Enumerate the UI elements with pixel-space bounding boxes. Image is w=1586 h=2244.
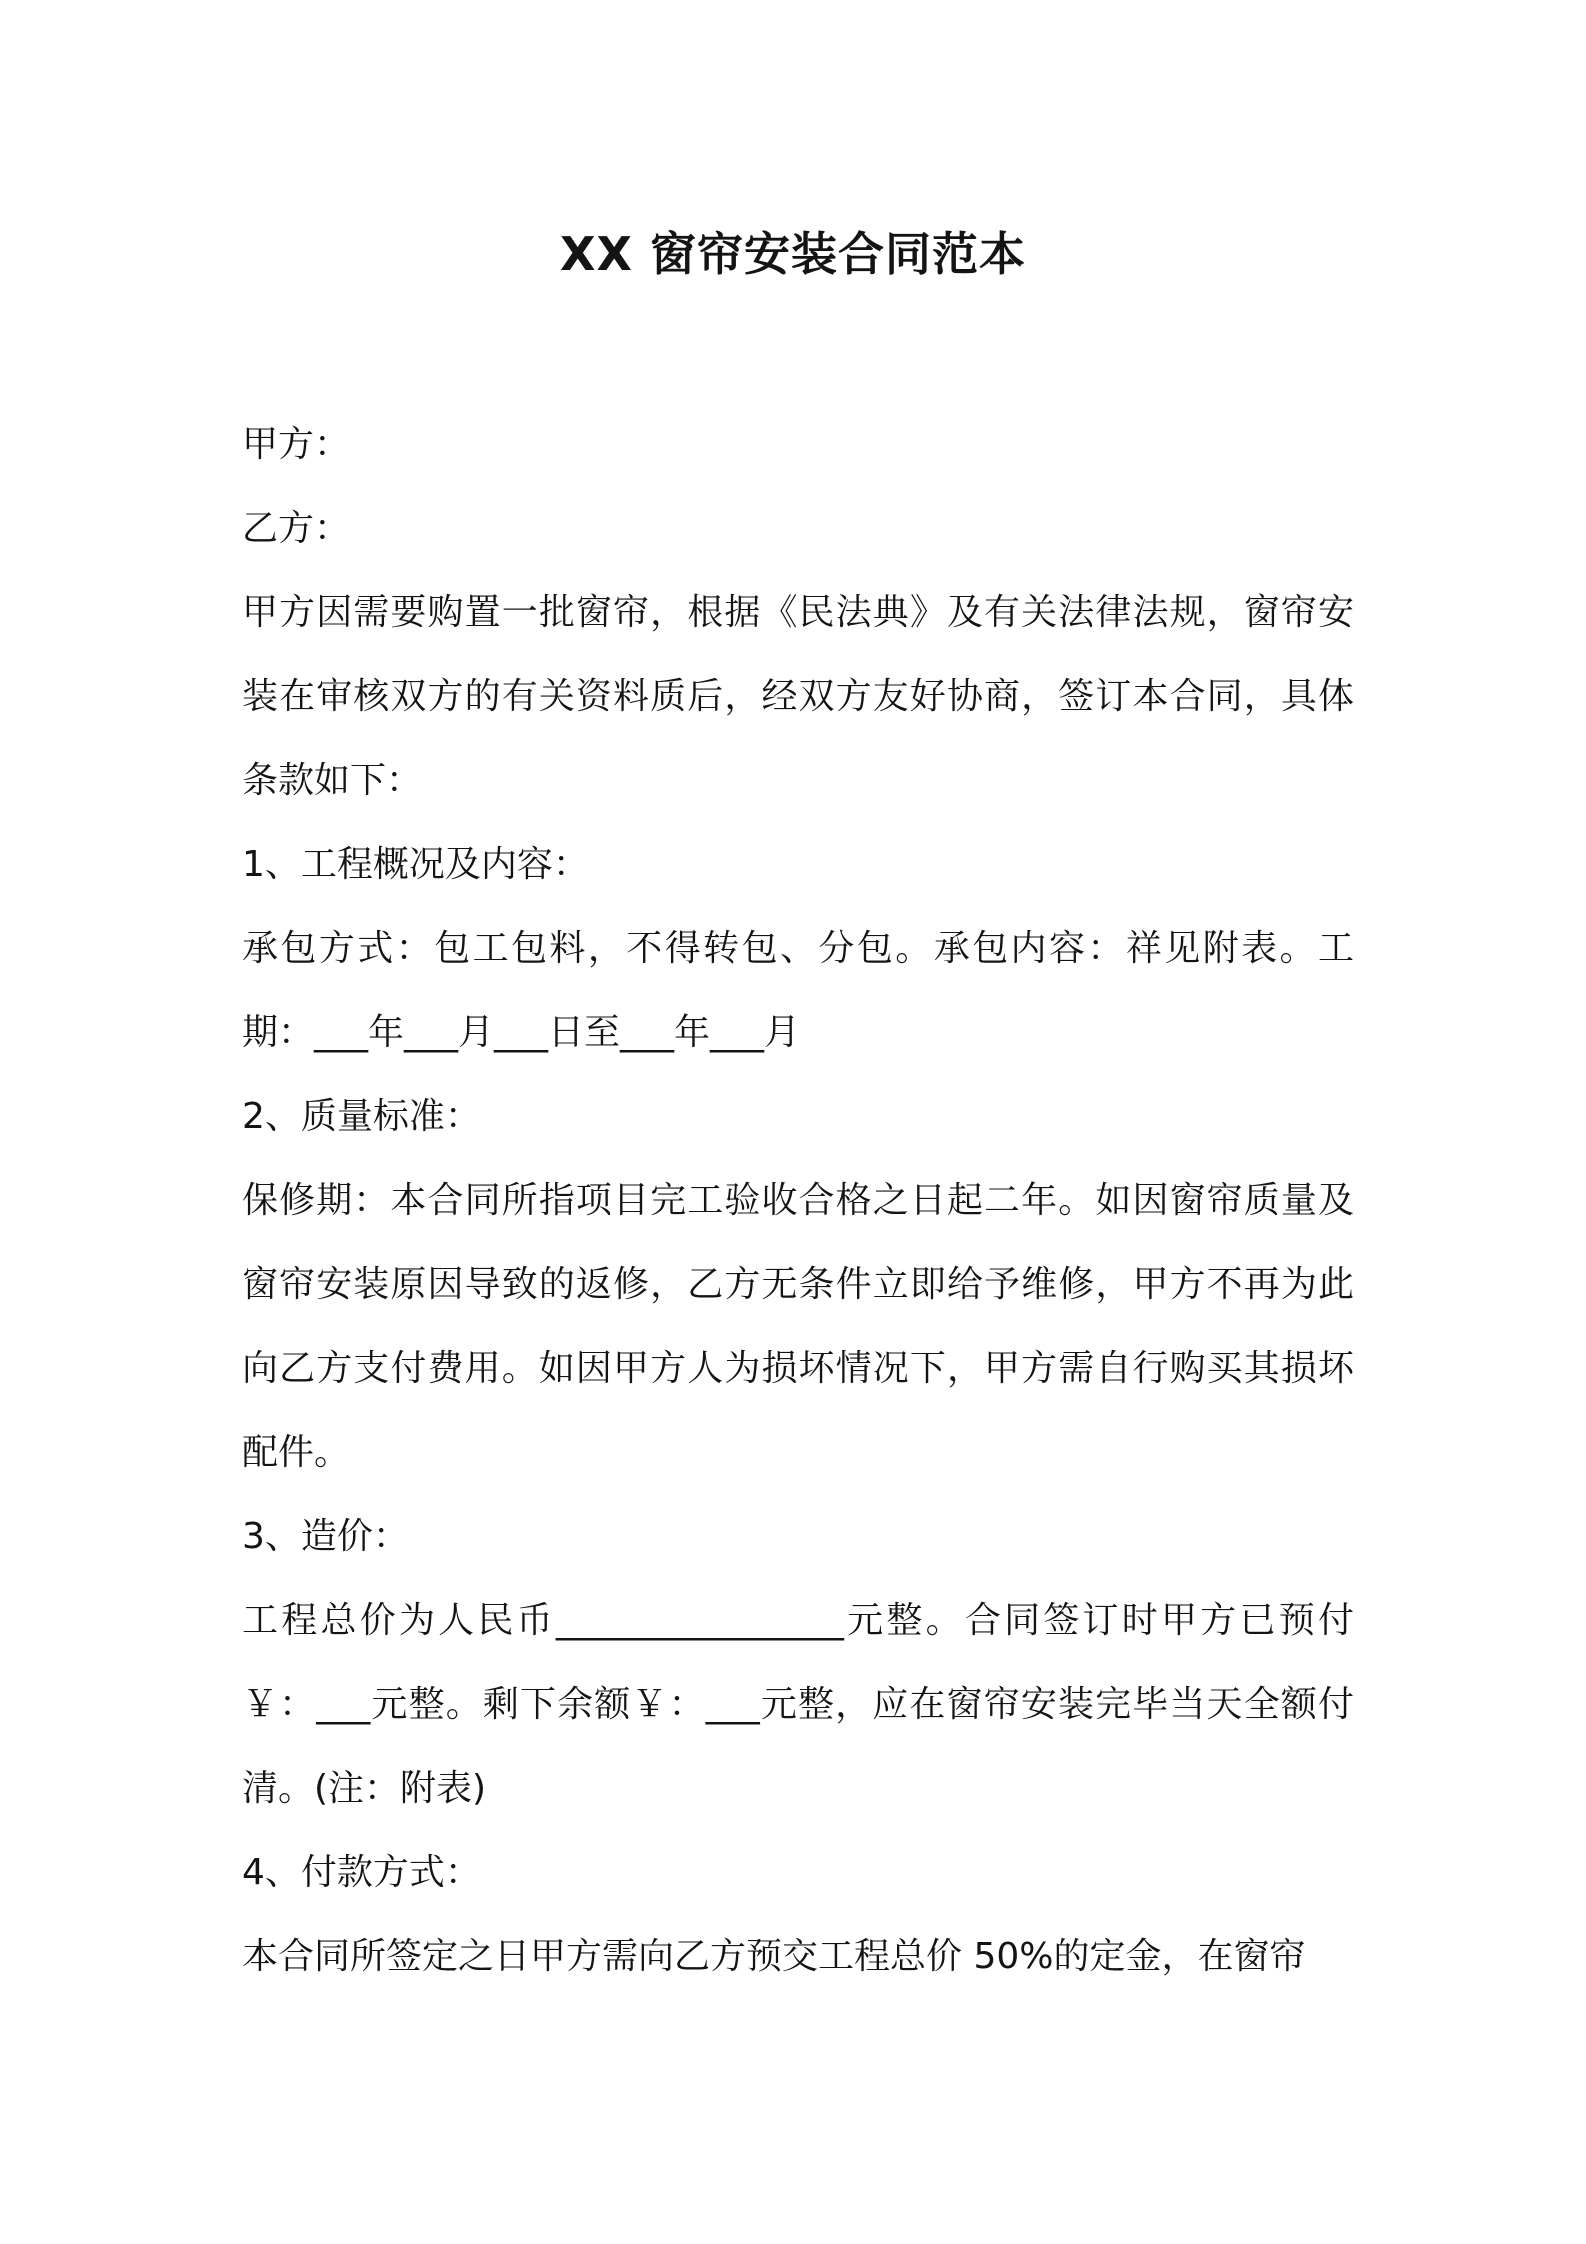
section-1-body: 承包方式：包工包料，不得转包、分包。承包内容：祥见附表。工期：___年___月___日至___年___月: [242, 928, 1354, 1053]
section-4-heading: 4、付款方式：: [242, 1852, 481, 1893]
document-title: XX 窗帘安装合同范本: [560, 227, 1026, 281]
section-3-body: 工程总价为人民币________________元整。合同签订时甲方已预付￥：___元整。剩下余额￥：___元整，应在窗帘安装完毕当天全额付清。(注：附表): [242, 1600, 1354, 1809]
party-b-line: 乙方：: [242, 508, 351, 549]
section-3-heading: 3、造价：: [242, 1516, 409, 1557]
section-2-heading: 2、质量标准：: [242, 1096, 481, 1137]
party-a-line: 甲方：: [242, 424, 351, 465]
document-body: [242, 403, 1354, 1999]
section-2-body: 保修期：本合同所指项目完工验收合格之日起二年。如因窗帘质量及窗帘安装原因导致的返修，乙方无条件立即给予维修，甲方不再为此向乙方支付费用。如因甲方人为损坏情况下，甲方需自行购买其损坏配件。: [242, 1180, 1354, 1473]
section-1-heading: 1、工程概况及内容：: [242, 844, 589, 885]
intro-paragraph: 甲方因需要购置一批窗帘，根据《民法典》及有关法律法规，窗帘安装在审核双方的有关资料质后，经双方友好协商，签订本合同，具体条款如下：: [242, 592, 1354, 801]
section-4-body: 本合同所签定之日甲方需向乙方预交工程总价 50%的定金，在窗帘: [242, 1936, 1306, 1977]
